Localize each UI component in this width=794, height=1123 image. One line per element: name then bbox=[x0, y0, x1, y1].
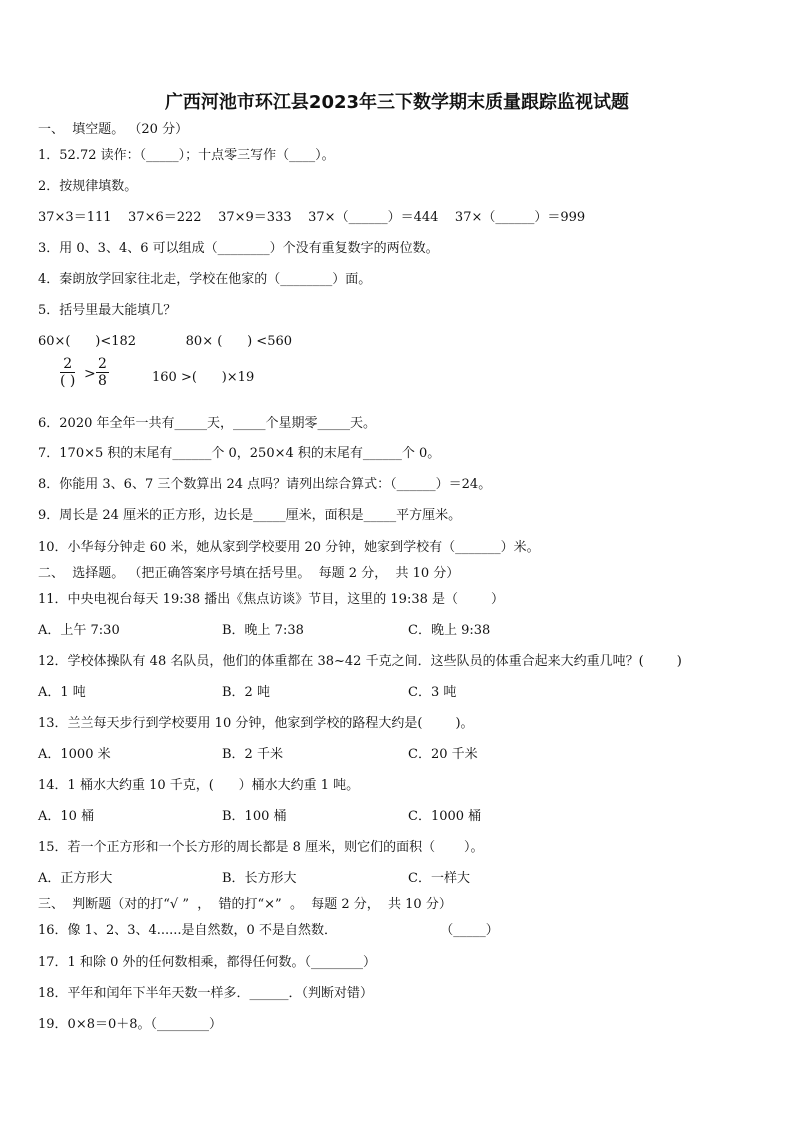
page-title: 广西河池市环江县2023年三下数学期末质量跟踪监视试题 bbox=[164, 92, 630, 113]
question-12: 12．学校体操队有 48 名队员，他们的体重都在 38~42 千克之间．这些队员的体重合起来大约重几吨？( ) bbox=[38, 654, 682, 669]
q13-option-c: C．20 千米 bbox=[408, 747, 478, 762]
question-4: 4．秦朗放学回家往北走，学校在他家的（________）面。 bbox=[38, 272, 372, 287]
question-8: 8．你能用 3、6、7 三个数算出 24 点吗？请列出综合算式：（______）＝24。 bbox=[38, 477, 492, 492]
section-judgement: 三、 判断题（对的打“√ ” ， 错的打“×” 。 每题 2 分， 共 10 分） bbox=[38, 897, 452, 912]
fraction-right-denominator: 8 bbox=[98, 373, 107, 389]
q12-option-b: B．2 吨 bbox=[222, 685, 270, 700]
fraction-left-numerator: 2 bbox=[60, 356, 75, 373]
question-7: 7．170×5 积的末尾有______个 0，250×4 积的末尾有______个 0。 bbox=[38, 446, 441, 461]
question-19: 19．0×8＝0＋8。（________） bbox=[38, 1017, 223, 1032]
question-5-inequalities: 60×( )<182 80× ( ) <560 bbox=[38, 334, 293, 349]
question-9: 9．周长是 24 厘米的正方形，边长是_____厘米，面积是_____平方厘米。 bbox=[38, 508, 462, 523]
question-3: 3．用 0、3、4、6 可以组成（________）个没有重复数字的两位数。 bbox=[38, 241, 439, 256]
q14-option-a: A．10 桶 bbox=[38, 809, 95, 824]
question-10: 10．小华每分钟走 60 米，她从家到学校要用 20 分钟，她家到学校有（_______）米。 bbox=[38, 540, 540, 555]
q11-option-a: A．上午 7:30 bbox=[38, 623, 120, 638]
q14-option-b: B．100 桶 bbox=[222, 809, 287, 824]
fraction-left bbox=[60, 356, 75, 389]
question-15: 15．若一个正方形和一个长方形的周长都是 8 厘米，则它们的面积（ ）。 bbox=[38, 840, 484, 855]
q12-option-c: C．3 吨 bbox=[408, 685, 457, 700]
fraction-right bbox=[96, 356, 109, 389]
question-18: 18．平年和闰年下半年天数一样多．______．（判断对错） bbox=[38, 986, 374, 1001]
q11-option-b: B．晚上 7:38 bbox=[222, 623, 304, 638]
question-2-sequence: 37×3＝111 37×6＝222 37×9＝333 37×（______）＝444 37×（______）＝999 bbox=[38, 210, 586, 225]
question-17: 17．1 和除 0 外的任何数相乘，都得任何数。（________） bbox=[38, 955, 376, 970]
fraction-right-numerator: 2 bbox=[98, 356, 107, 372]
question-13: 13．兰兰每天步行到学校要用 10 分钟，他家到学校的路程大约是( )。 bbox=[38, 716, 474, 731]
question-1: 1．52.72 读作：（_____）；十点零三写作（____）。 bbox=[38, 148, 335, 163]
question-11: 11．中央电视台每天 19:38 播出《焦点访谈》节目，这里的 19:38 是（ ） bbox=[38, 592, 505, 607]
q15-option-a: A．正方形大 bbox=[38, 871, 113, 886]
question-6: 6．2020 年全年一共有_____天，_____个星期零_____天。 bbox=[38, 416, 376, 431]
q14-option-c: C．1000 桶 bbox=[408, 809, 482, 824]
q13-option-b: B．2 千米 bbox=[222, 747, 283, 762]
question-5: 5．括号里最大能填几？ bbox=[38, 303, 177, 318]
greater-than-sign: > bbox=[84, 366, 96, 382]
section-choice: 二、 选择题。 （把正确答案序号填在括号里。 每题 2 分， 共 10 分） bbox=[38, 566, 460, 581]
q12-option-a: A．1 吨 bbox=[38, 685, 86, 700]
question-2: 2．按规律填数。 bbox=[38, 179, 138, 194]
question-5-inequality-3: 160 >( )×19 bbox=[152, 370, 255, 385]
q13-option-a: A．1000 米 bbox=[38, 747, 111, 762]
q15-option-c: C．一样大 bbox=[408, 871, 470, 886]
question-16: 16．像 1、2、3、4......是自然数，0 不是自然数． （_____） bbox=[38, 923, 499, 938]
section-fill-in: 一、 填空题。 （20 分） bbox=[38, 122, 189, 137]
q11-option-c: C．晚上 9:38 bbox=[408, 623, 491, 638]
question-14: 14．1 桶水大约重 10 千克，( ）桶水大约重 1 吨。 bbox=[38, 778, 360, 793]
fraction-left-denominator: ( ) bbox=[60, 373, 76, 389]
q15-option-b: B．长方形大 bbox=[222, 871, 297, 886]
